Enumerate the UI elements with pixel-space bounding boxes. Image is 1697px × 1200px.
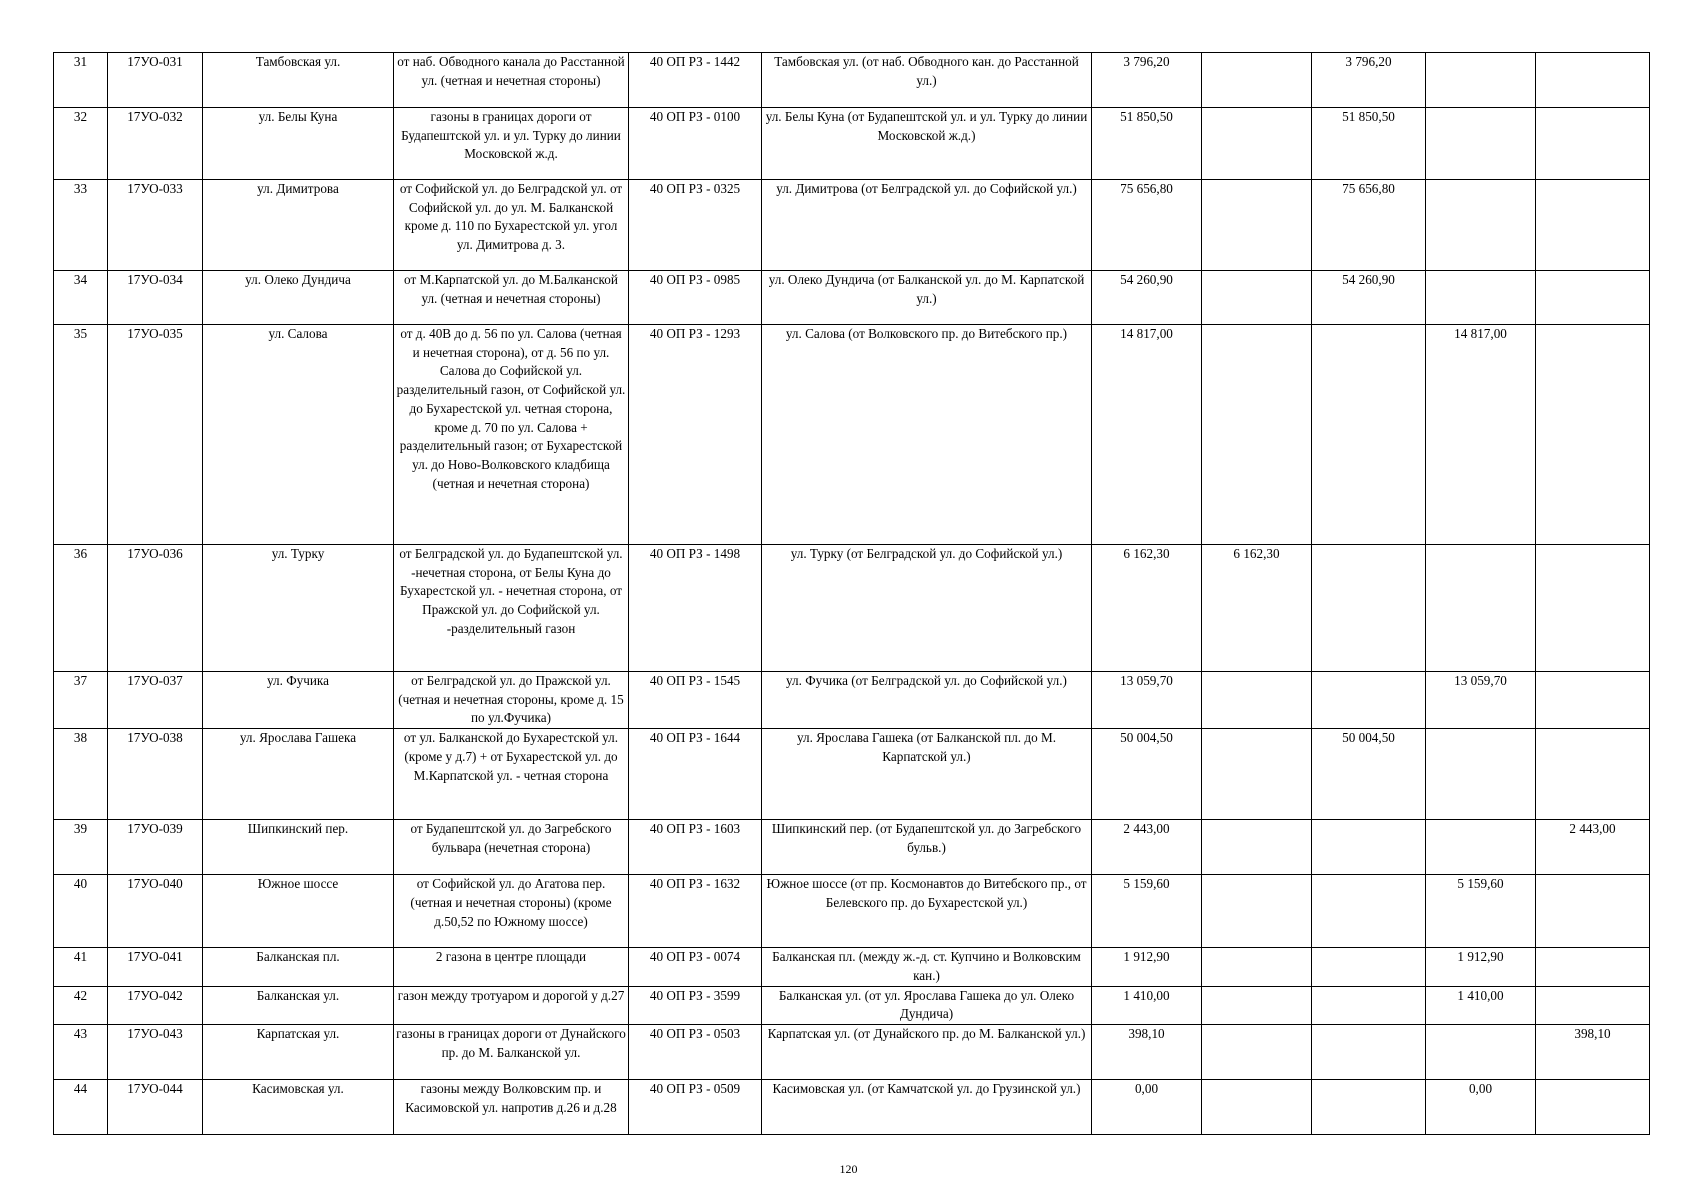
cell-area-col-2 <box>1312 545 1426 672</box>
table-row <box>54 180 1650 271</box>
cell-road-description: Южное шоссе (от пр. Космонавтов до Витебского пр., от Белевского пр. до Бухарестской ул.) <box>762 875 1092 948</box>
cell-area-col-4 <box>1536 986 1650 1024</box>
cell-row-number: 36 <box>54 545 108 672</box>
cell-street-name: Балканская ул. <box>203 986 394 1024</box>
cell-street-name: ул. Димитрова <box>203 180 394 271</box>
cell-area-col-1 <box>1202 1079 1312 1134</box>
cell-street-name: Тамбовская ул. <box>203 53 394 108</box>
cell-road-id: 40 ОП РЗ - 1632 <box>629 875 762 948</box>
cell-location-description: от Будапештской ул. до Загребского бульвара (нечетная сторона) <box>394 820 629 875</box>
cell-area-col-4 <box>1536 325 1650 545</box>
cell-road-description: ул. Олеко Дундича (от Балканской ул. до М. Карпатской ул.) <box>762 271 1092 325</box>
cell-area-col-3 <box>1426 53 1536 108</box>
cell-area-col-2 <box>1312 1079 1426 1134</box>
cell-object-code: 17УО-036 <box>108 545 203 672</box>
cell-road-description: Тамбовская ул. (от наб. Обводного кан. до Расстанной ул.) <box>762 53 1092 108</box>
cell-road-id: 40 ОП РЗ - 1442 <box>629 53 762 108</box>
cell-road-id: 40 ОП РЗ - 0503 <box>629 1024 762 1079</box>
cell-location-description: от Софийской ул. до Белградской ул. от Софийской ул. до ул. М. Балканской кроме д. 110 по Бухарестской ул. угол ул. Димитрова д. 3. <box>394 180 629 271</box>
cell-area-col-4: 2 443,00 <box>1536 820 1650 875</box>
cell-road-id: 40 ОП РЗ - 0325 <box>629 180 762 271</box>
cell-area-col-1: 6 162,30 <box>1202 545 1312 672</box>
cell-area-col-4 <box>1536 180 1650 271</box>
cell-location-description: от д. 40В до д. 56 по ул. Салова (четная и нечетная сторона), от д. 56 по ул. Салова до Софийской ул. разделительный газон, от Софийской ул. до Бухарестской ул. четная сторона, кроме д. 70 по ул. Салова + разделительный газон; от Бухарестской ул. до Ново-Волковского кладбища (четная и нечетная сторона) <box>394 325 629 545</box>
table-row <box>54 545 1650 672</box>
cell-road-id: 40 ОП РЗ - 1644 <box>629 729 762 820</box>
cell-area-col-1 <box>1202 180 1312 271</box>
cell-location-description: от наб. Обводного канала до Расстанной ул. (четная и нечетная стороны) <box>394 53 629 108</box>
cell-location-description: от М.Карпатской ул. до М.Балканской ул. (четная и нечетная стороны) <box>394 271 629 325</box>
cell-area-col-2 <box>1312 325 1426 545</box>
table-row <box>54 53 1650 108</box>
cell-location-description: от Белградской ул. до Будапештской ул. -нечетная сторона, от Белы Куна до Бухарестской ул. - нечетная сторона, от Пражской ул. до Софийской ул. -разделительный газон <box>394 545 629 672</box>
cell-road-description: Касимовская ул. (от Камчатской ул. до Грузинской ул.) <box>762 1079 1092 1134</box>
cell-area-col-2 <box>1312 672 1426 729</box>
cell-area-col-4 <box>1536 729 1650 820</box>
cell-area-col-3: 1 912,90 <box>1426 948 1536 986</box>
cell-total-area: 54 260,90 <box>1092 271 1202 325</box>
cell-total-area: 1 912,90 <box>1092 948 1202 986</box>
table-row <box>54 108 1650 180</box>
cell-area-col-3 <box>1426 545 1536 672</box>
cell-total-area: 2 443,00 <box>1092 820 1202 875</box>
cell-area-col-1 <box>1202 325 1312 545</box>
cell-area-col-1 <box>1202 820 1312 875</box>
cell-area-col-4 <box>1536 948 1650 986</box>
cell-object-code: 17УО-031 <box>108 53 203 108</box>
cell-street-name: ул. Салова <box>203 325 394 545</box>
cell-location-description: от ул. Балканской до Бухарестской ул.(кроме у д.7) + от Бухарестской ул. до М.Карпатской ул. - четная сторона <box>394 729 629 820</box>
cell-row-number: 34 <box>54 271 108 325</box>
cell-road-description: Балканская пл. (между ж.-д. ст. Купчино и Волковским кан.) <box>762 948 1092 986</box>
cell-object-code: 17УО-042 <box>108 986 203 1024</box>
cell-area-col-1 <box>1202 875 1312 948</box>
table-row <box>54 672 1650 729</box>
cell-area-col-3 <box>1426 108 1536 180</box>
cell-row-number: 32 <box>54 108 108 180</box>
cell-area-col-4 <box>1536 108 1650 180</box>
cell-area-col-1 <box>1202 108 1312 180</box>
cell-area-col-4 <box>1536 672 1650 729</box>
cell-row-number: 43 <box>54 1024 108 1079</box>
cell-road-description: ул. Ярослава Гашека (от Балканской пл. до М. Карпатской ул.) <box>762 729 1092 820</box>
cell-object-code: 17УО-044 <box>108 1079 203 1134</box>
cell-road-id: 40 ОП РЗ - 0074 <box>629 948 762 986</box>
cell-area-col-1 <box>1202 986 1312 1024</box>
cell-area-col-3 <box>1426 729 1536 820</box>
cell-road-description: ул. Белы Куна (от Будапештской ул. и ул. Турку до линии Московской ж.д.) <box>762 108 1092 180</box>
cell-street-name: ул. Белы Куна <box>203 108 394 180</box>
cell-street-name: ул. Ярослава Гашека <box>203 729 394 820</box>
cell-location-description: 2 газона в центре площади <box>394 948 629 986</box>
cell-street-name: ул. Турку <box>203 545 394 672</box>
cell-area-col-2: 75 656,80 <box>1312 180 1426 271</box>
cell-object-code: 17УО-043 <box>108 1024 203 1079</box>
table-row <box>54 820 1650 875</box>
cell-total-area: 398,10 <box>1092 1024 1202 1079</box>
cell-area-col-2 <box>1312 948 1426 986</box>
cell-location-description: газоны в границах дороги от Будапештской ул. и ул. Турку до линии Московской ж.д. <box>394 108 629 180</box>
cell-street-name: Шипкинский пер. <box>203 820 394 875</box>
cell-object-code: 17УО-032 <box>108 108 203 180</box>
cell-object-code: 17УО-035 <box>108 325 203 545</box>
cell-area-col-1 <box>1202 672 1312 729</box>
table-row <box>54 325 1650 545</box>
cell-area-col-4 <box>1536 1079 1650 1134</box>
cell-area-col-4 <box>1536 545 1650 672</box>
cell-road-id: 40 ОП РЗ - 1498 <box>629 545 762 672</box>
cell-area-col-2: 54 260,90 <box>1312 271 1426 325</box>
cell-row-number: 39 <box>54 820 108 875</box>
cell-street-name: Касимовская ул. <box>203 1079 394 1134</box>
cell-row-number: 31 <box>54 53 108 108</box>
cell-object-code: 17УО-038 <box>108 729 203 820</box>
cell-road-id: 40 ОП РЗ - 1293 <box>629 325 762 545</box>
cell-area-col-2 <box>1312 820 1426 875</box>
cell-area-col-3: 5 159,60 <box>1426 875 1536 948</box>
cell-row-number: 37 <box>54 672 108 729</box>
cell-total-area: 50 004,50 <box>1092 729 1202 820</box>
cell-total-area: 13 059,70 <box>1092 672 1202 729</box>
cell-area-col-2 <box>1312 875 1426 948</box>
cell-road-description: ул. Фучика (от Белградской ул. до Софийской ул.) <box>762 672 1092 729</box>
cell-area-col-3 <box>1426 1024 1536 1079</box>
table-row <box>54 271 1650 325</box>
cell-row-number: 44 <box>54 1079 108 1134</box>
page-number: 120 <box>839 1162 858 1176</box>
cell-road-id: 40 ОП РЗ - 3599 <box>629 986 762 1024</box>
objects-table <box>53 52 1650 1135</box>
cell-road-id: 40 ОП РЗ - 1545 <box>629 672 762 729</box>
cell-road-description: ул. Салова (от Волковского пр. до Витебского пр.) <box>762 325 1092 545</box>
cell-total-area: 3 796,20 <box>1092 53 1202 108</box>
cell-object-code: 17УО-034 <box>108 271 203 325</box>
cell-road-id: 40 ОП РЗ - 0100 <box>629 108 762 180</box>
cell-total-area: 51 850,50 <box>1092 108 1202 180</box>
table-row <box>54 875 1650 948</box>
cell-road-description: Балканская ул. (от ул. Ярослава Гашека до ул. Олеко Дундича) <box>762 986 1092 1024</box>
table-row <box>54 1024 1650 1079</box>
cell-area-col-3: 0,00 <box>1426 1079 1536 1134</box>
cell-area-col-4 <box>1536 53 1650 108</box>
cell-area-col-3: 14 817,00 <box>1426 325 1536 545</box>
cell-area-col-3 <box>1426 820 1536 875</box>
cell-area-col-4 <box>1536 875 1650 948</box>
cell-street-name: ул. Фучика <box>203 672 394 729</box>
cell-road-description: Шипкинский пер. (от Будапештской ул. до Загребского бульв.) <box>762 820 1092 875</box>
cell-area-col-3: 13 059,70 <box>1426 672 1536 729</box>
cell-street-name: Южное шоссе <box>203 875 394 948</box>
cell-area-col-1 <box>1202 53 1312 108</box>
cell-area-col-2 <box>1312 986 1426 1024</box>
cell-area-col-1 <box>1202 948 1312 986</box>
cell-location-description: газоны между Волковским пр. и Касимовской ул. напротив д.26 и д.28 <box>394 1079 629 1134</box>
cell-area-col-1 <box>1202 271 1312 325</box>
table-row <box>54 986 1650 1024</box>
cell-area-col-2: 50 004,50 <box>1312 729 1426 820</box>
table-row <box>54 729 1650 820</box>
cell-area-col-1 <box>1202 1024 1312 1079</box>
cell-location-description: от Белградской ул. до Пражской ул. (четная и нечетная стороны, кроме д. 15 по ул.Фучика) <box>394 672 629 729</box>
cell-street-name: ул. Олеко Дундича <box>203 271 394 325</box>
cell-location-description: газоны в границах дороги от Дунайского пр. до М. Балканской ул. <box>394 1024 629 1079</box>
cell-total-area: 5 159,60 <box>1092 875 1202 948</box>
table-row <box>54 948 1650 986</box>
cell-street-name: Балканская пл. <box>203 948 394 986</box>
cell-total-area: 75 656,80 <box>1092 180 1202 271</box>
cell-road-description: ул. Турку (от Белградской ул. до Софийской ул.) <box>762 545 1092 672</box>
cell-area-col-4: 398,10 <box>1536 1024 1650 1079</box>
cell-object-code: 17УО-033 <box>108 180 203 271</box>
cell-total-area: 6 162,30 <box>1092 545 1202 672</box>
cell-road-id: 40 ОП РЗ - 1603 <box>629 820 762 875</box>
cell-object-code: 17УО-039 <box>108 820 203 875</box>
cell-total-area: 0,00 <box>1092 1079 1202 1134</box>
cell-object-code: 17УО-037 <box>108 672 203 729</box>
cell-total-area: 14 817,00 <box>1092 325 1202 545</box>
cell-location-description: газон между тротуаром и дорогой у д.27 <box>394 986 629 1024</box>
cell-area-col-2: 51 850,50 <box>1312 108 1426 180</box>
table-row <box>54 1079 1650 1134</box>
cell-road-id: 40 ОП РЗ - 0985 <box>629 271 762 325</box>
cell-road-id: 40 ОП РЗ - 0509 <box>629 1079 762 1134</box>
cell-object-code: 17УО-040 <box>108 875 203 948</box>
cell-row-number: 41 <box>54 948 108 986</box>
cell-total-area: 1 410,00 <box>1092 986 1202 1024</box>
cell-area-col-3: 1 410,00 <box>1426 986 1536 1024</box>
cell-row-number: 42 <box>54 986 108 1024</box>
cell-row-number: 35 <box>54 325 108 545</box>
cell-area-col-1 <box>1202 729 1312 820</box>
cell-street-name: Карпатская ул. <box>203 1024 394 1079</box>
table-body <box>54 53 1650 1135</box>
cell-area-col-3 <box>1426 271 1536 325</box>
cell-row-number: 33 <box>54 180 108 271</box>
cell-location-description: от Софийской ул. до Агатова пер. (четная и нечетная стороны) (кроме д.50,52 по Южному шоссе) <box>394 875 629 948</box>
cell-area-col-2: 3 796,20 <box>1312 53 1426 108</box>
cell-row-number: 40 <box>54 875 108 948</box>
cell-row-number: 38 <box>54 729 108 820</box>
cell-area-col-3 <box>1426 180 1536 271</box>
cell-area-col-2 <box>1312 1024 1426 1079</box>
cell-area-col-4 <box>1536 271 1650 325</box>
cell-road-description: ул. Димитрова (от Белградской ул. до Софийской ул.) <box>762 180 1092 271</box>
cell-object-code: 17УО-041 <box>108 948 203 986</box>
cell-road-description: Карпатская ул. (от Дунайского пр. до М. Балканской ул.) <box>762 1024 1092 1079</box>
